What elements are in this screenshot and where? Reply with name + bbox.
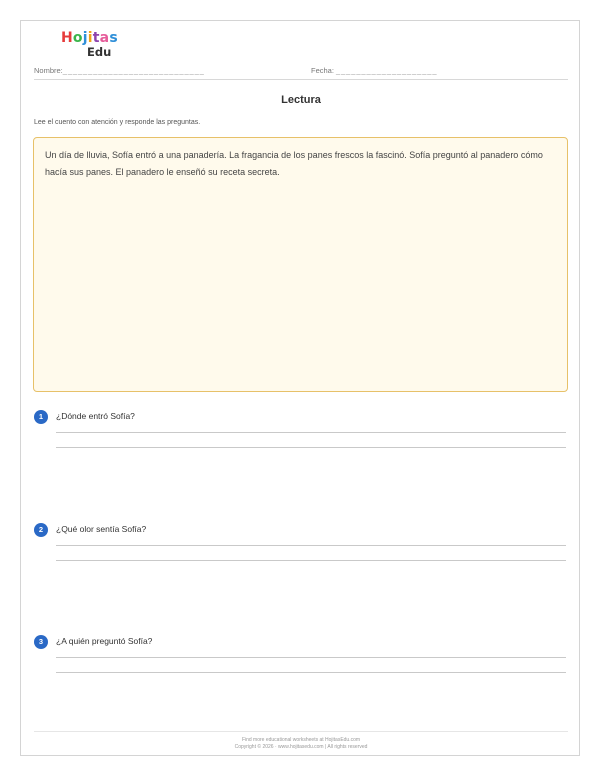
footer-line-2: Copyright © 2026 · www.hojitasedu.com | All rights reserved bbox=[234, 744, 368, 750]
instructions: Lee el cuento con atención y responde las preguntas. bbox=[34, 119, 201, 126]
page-title: Lectura bbox=[281, 94, 321, 106]
logo-letter: a bbox=[99, 30, 110, 46]
header-divider bbox=[34, 79, 568, 80]
logo-letter: t bbox=[92, 30, 100, 46]
name-label: Nombre: bbox=[34, 66, 63, 75]
date-blank: ____________________ bbox=[336, 66, 438, 75]
name-blank: ____________________________ bbox=[62, 66, 205, 75]
footer-divider bbox=[34, 731, 568, 732]
question-number-badge: 2 bbox=[34, 523, 48, 537]
worksheet-page bbox=[20, 20, 580, 756]
logo-brand-text bbox=[61, 30, 118, 46]
logo-letter: j bbox=[82, 30, 88, 46]
footer-line-1: Find more educational worksheets at HojitasEdu.com bbox=[241, 737, 361, 743]
answer-line[interactable] bbox=[56, 432, 566, 433]
answer-line[interactable] bbox=[56, 560, 566, 561]
logo-letter: s bbox=[109, 30, 118, 46]
answer-line[interactable] bbox=[56, 545, 566, 546]
logo-subtext: Edu bbox=[87, 45, 112, 59]
question-text: ¿Dónde entró Sofía? bbox=[56, 411, 135, 421]
question-number-badge: 3 bbox=[34, 635, 48, 649]
logo-letter: i bbox=[87, 30, 93, 46]
logo bbox=[61, 30, 161, 64]
answer-line[interactable] bbox=[56, 672, 566, 673]
question-text: ¿Qué olor sentía Sofía? bbox=[56, 524, 147, 534]
logo-wordmark bbox=[61, 30, 161, 46]
answer-line[interactable] bbox=[56, 657, 566, 658]
answer-line[interactable] bbox=[56, 447, 566, 448]
date-label: Fecha: bbox=[311, 66, 334, 75]
reading-passage: Un día de lluvia, Sofía entró a una panadería. La fragancia de los panes frescos la fascinó. Sofía preguntó al panadero cómo hacía sus panes. El panadero le enseñó su receta secreta. bbox=[33, 137, 568, 392]
logo-letter: H bbox=[61, 30, 73, 46]
logo-letter: o bbox=[72, 30, 83, 46]
question-text: ¿A quién preguntó Sofía? bbox=[56, 636, 153, 646]
question-number-badge: 1 bbox=[34, 410, 48, 424]
date-field bbox=[311, 66, 437, 75]
name-field bbox=[34, 66, 205, 75]
